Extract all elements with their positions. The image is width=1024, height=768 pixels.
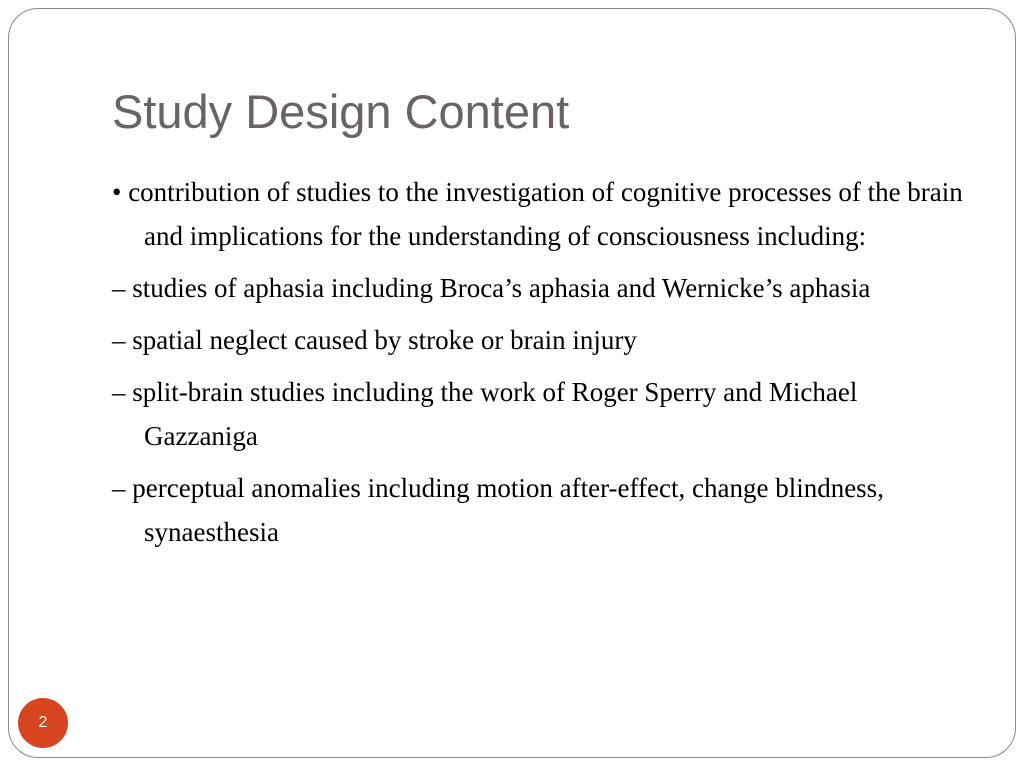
slide-title: Study Design Content bbox=[112, 85, 570, 138]
list-item-text: studies of aphasia including Broca’s aphasia and Wernicke’s aphasia bbox=[132, 273, 871, 303]
list-item-text: perceptual anomalies including motion after-effect, change blindness, synaesthesia bbox=[132, 473, 884, 547]
list-item-text: split-brain studies including the work of Roger Sperry and Michael Gazzaniga bbox=[132, 377, 858, 451]
dash-marker: – bbox=[112, 377, 126, 407]
list-item bbox=[112, 170, 972, 258]
bullet-marker: • bbox=[112, 177, 122, 207]
content-list bbox=[112, 170, 972, 562]
dash-marker: – bbox=[112, 325, 126, 355]
list-item-text: contribution of studies to the investigation of cognitive processes of the brain and implications for the understanding of consciousness including: bbox=[128, 177, 963, 251]
list-item bbox=[112, 318, 972, 362]
list-item-text: spatial neglect caused by stroke or brain injury bbox=[132, 325, 637, 355]
list-item bbox=[112, 466, 972, 554]
page-number-badge: 2 bbox=[18, 698, 68, 748]
list-item bbox=[112, 266, 972, 310]
list-item bbox=[112, 370, 972, 458]
dash-marker: – bbox=[112, 273, 126, 303]
dash-marker: – bbox=[112, 473, 126, 503]
